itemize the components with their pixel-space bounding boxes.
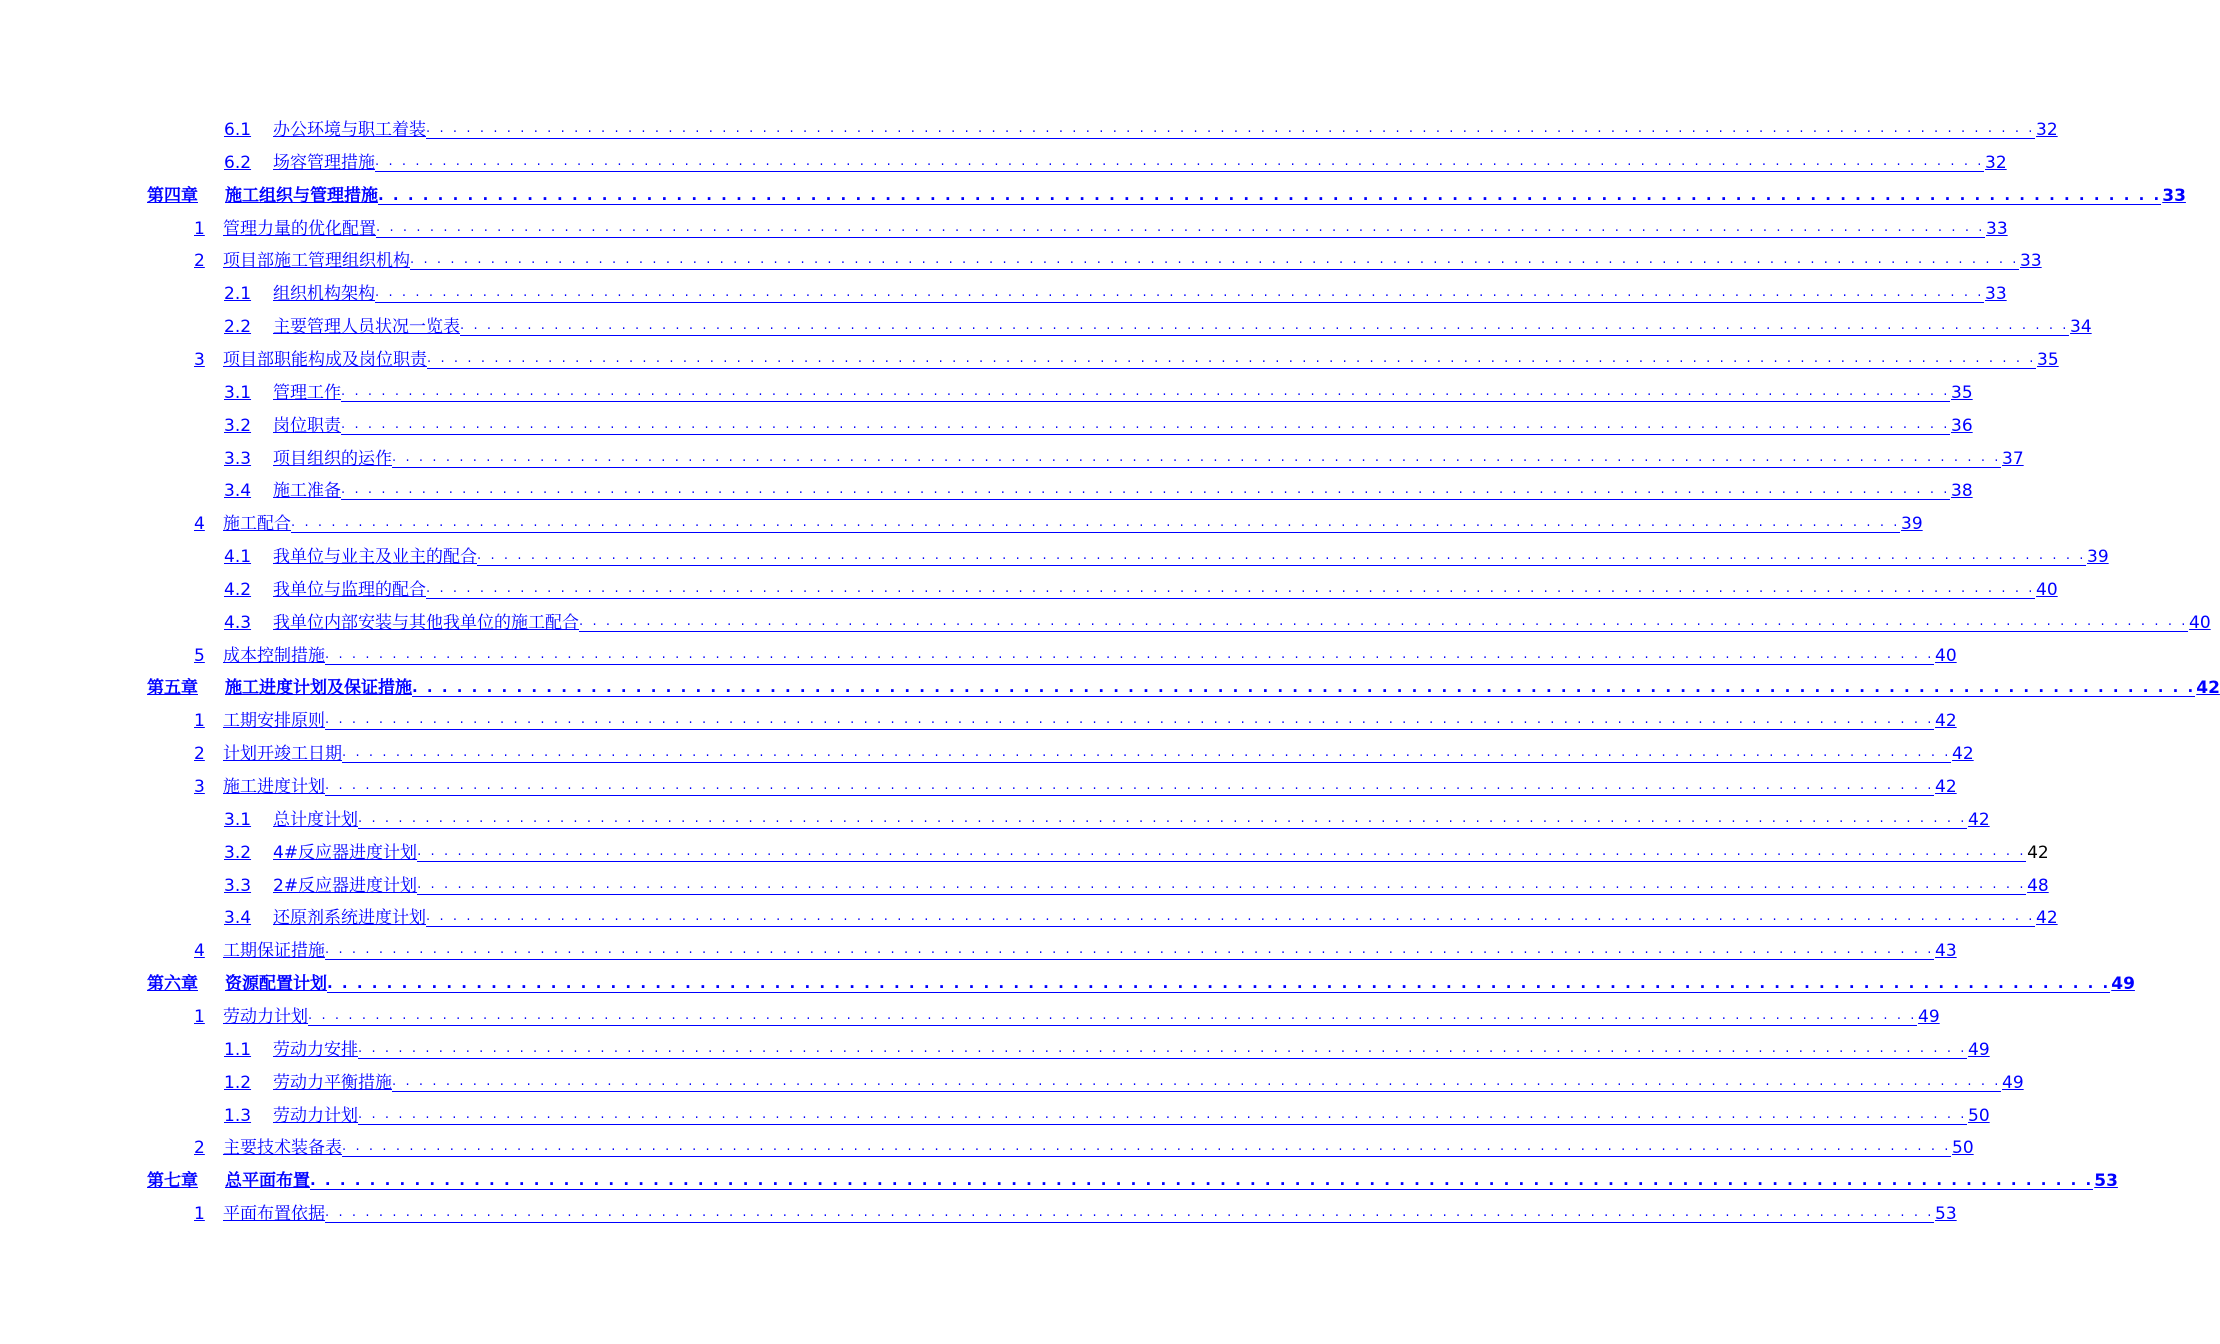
toc-entry-page-number: 42: [1952, 744, 1974, 765]
toc-entry-number: 2: [194, 251, 205, 272]
toc-entry[interactable]: [224, 275, 2007, 305]
toc-entry-title: 施工进度计划: [223, 777, 325, 797]
toc-entry[interactable]: [147, 965, 2135, 995]
toc-entry-page-number: 48: [2027, 875, 2049, 896]
toc-leader-dots: . . . . . . . . . . . . . . . . . . . . . . . . . . . . . . . . . . . . . . . . . . . . . . . . . . . . . . . . . . . . . . . . . . . . . . . . . . . . . . . . . . . . . . . . . . . . . . . . . . . . . . . . . . . . . . . . . . . . . . . .: [427, 348, 2036, 369]
toc-entry-page-number: 33: [2020, 251, 2042, 272]
toc-entry[interactable]: [224, 899, 2058, 929]
toc-entry-number: 2: [194, 744, 205, 765]
toc-entry-page-number: 53: [1935, 1204, 1957, 1225]
toc-entry-number: 1: [194, 1006, 205, 1027]
toc-entry-title: 办公环境与职工着装: [273, 120, 426, 140]
toc-entry-number: 1: [194, 1204, 205, 1225]
toc-entry[interactable]: [194, 242, 2042, 272]
toc-entry[interactable]: [224, 472, 1973, 502]
toc-entry-page-number: 37: [2002, 448, 2024, 469]
toc-entry-title: 施工配合: [223, 514, 291, 535]
toc-leader-dots: . . . . . . . . . . . . . . . . . . . . . . . . . . . . . . . . . . . . . . . . . . . . . . . . . . . . . . . . . . . . . . . . . . . . . . . . . . . . . . . . . . . . . . . . . . . . . . . . . . . . . . . . . . . . . . . . . . . . . . . .: [426, 906, 2035, 927]
toc-leader-dots: . . . . . . . . . . . . . . . . . . . . . . . . . . . . . . . . . . . . . . . . . . . . . . . . . . . . . . . . . . . . . . . . . . . . . . . . . . . . . . . . . . . . . . . . . . . . . . . . . . . . . . . . . . . . . . . . . . . . . . . .: [375, 151, 1984, 172]
toc-entry-number: 1.3: [224, 1105, 252, 1126]
toc-entry-number: 4.1: [224, 547, 252, 568]
toc-entry[interactable]: [224, 867, 2049, 897]
toc-entry-title: 计划开竣工日期: [223, 744, 342, 765]
toc-entry-page-number: 32: [1985, 152, 2007, 173]
toc-entry[interactable]: [224, 604, 2211, 634]
toc-entry-number: 3.1: [224, 382, 252, 403]
toc-entry[interactable]: [224, 801, 1990, 831]
toc-entry[interactable]: [194, 341, 2059, 371]
toc-entry-title: 工期保证措施: [223, 941, 325, 962]
toc-entry-number: 3.2: [224, 415, 252, 436]
toc-entry-number: 3.4: [224, 481, 252, 502]
toc-entry-number: 2.2: [224, 317, 252, 338]
toc-entry[interactable]: [147, 177, 2186, 207]
toc-entry-number: 1: [194, 218, 205, 239]
toc-leader-dots: . . . . . . . . . . . . . . . . . . . . . . . . . . . . . . . . . . . . . . . . . . . . . . . . . . . . . . . . . . . . . . . . . . . . . . . . . . . . . . . . . . . . . . . . . . . . . . . . . . . . . . . . . . . . . . . . . . . . . . . .: [358, 1038, 1967, 1059]
toc-entry-page-number: 53: [2094, 1171, 2118, 1192]
toc-entry-page-number: 39: [2087, 547, 2109, 568]
toc-entry-page-number: 42: [2036, 908, 2058, 929]
toc-entry-title: 工期安排原则: [223, 711, 325, 732]
toc-entry-page-number: 42: [1968, 809, 1990, 830]
toc-entry-page-number: 33: [2162, 185, 2186, 206]
toc-leader-dots: . . . . . . . . . . . . . . . . . . . . . . . . . . . . . . . . . . . . . . . . . . . . . . . . . . . . . . . . . . . . . . . . . . . . . . . . . . . . . . . . . . . . . . . . . . . . . . . . . . . . . . . . . . . . . . . . . . . . . . . .: [341, 381, 1950, 402]
toc-leader-dots: . . . . . . . . . . . . . . . . . . . . . . . . . . . . . . . . . . . . . . . . . . . . . . . . . . . . . . . . . . . . . . . . . . . . . . . . . . . . . . . . . . . . . . . . . . . . . . . . . . . . . . . . . . . . . . . . . . . . . . . .: [579, 611, 2188, 632]
toc-entry-page-number: 40: [2189, 612, 2211, 633]
toc-leader-dots: . . . . . . . . . . . . . . . . . . . . . . . . . . . . . . . . . . . . . . . . . . . . . . . . . . . . . . . . . . . . . . . . . . . . . . . . . . . . . . . . . . . . . . . . . . . . . . . . . . . . . . . . . . . . . . . . . . . . . . . .: [341, 479, 1950, 500]
toc-entry-number: 4.2: [224, 579, 252, 600]
toc-entry[interactable]: [194, 505, 1923, 535]
toc-entry-number: 4: [194, 514, 205, 535]
toc-entry-number: 3.3: [224, 448, 252, 469]
toc-entry-title: 施工进度计划及保证措施: [225, 678, 412, 699]
toc-entry-page-number: 34: [2070, 317, 2092, 338]
toc-entry[interactable]: [224, 571, 2058, 601]
toc-entry[interactable]: [224, 308, 2092, 338]
toc-leader-dots: . . . . . . . . . . . . . . . . . . . . . . . . . . . . . . . . . . . . . . . . . . . . . . . . . . . . . . . . . . . . . . . . . . . . . . . . . . . . . . . . . . . . . . . . . . . . . . . . . . . . . . . . . . . . . . . . . . . . . . . .: [358, 1104, 1967, 1125]
toc-entry-title: 场容管理措施: [273, 152, 375, 173]
toc-entry-page-number: 49: [1968, 1039, 1990, 1060]
toc-entry-page-number: 32: [2036, 120, 2058, 140]
toc-entry-title: 总平面布置: [225, 1171, 310, 1192]
toc-entry-title: 我单位与业主及业主的配合: [273, 547, 477, 568]
toc-entry[interactable]: [224, 834, 2049, 864]
toc-entry-page-number: 50: [1952, 1138, 1974, 1159]
toc-entry-title: 组织机构架构: [273, 284, 375, 305]
toc-entry-title: 还原剂系统进度计划: [273, 908, 426, 929]
toc-entry-title: 项目部施工管理组织机构: [223, 251, 410, 272]
toc-entry-number: 第六章: [147, 974, 198, 995]
toc-entry-number: 6.2: [224, 152, 252, 173]
toc-entry-title: 成本控制措施: [223, 645, 325, 666]
toc-entry-page-number: 43: [1935, 941, 1957, 962]
toc-entry-page-number: 49: [1918, 1006, 1940, 1027]
toc-entry-number: 3.3: [224, 875, 252, 896]
toc-leader-dots: . . . . . . . . . . . . . . . . . . . . . . . . . . . . . . . . . . . . . . . . . . . . . . . . . . . . . . . . . . . . . . . . . . . . . . . . . . . . . . . . . . . . . . . . . . . . . . . . . . . . . . . . . . . . . . . . . . . . . . . .: [327, 974, 2111, 993]
toc-leader-dots: . . . . . . . . . . . . . . . . . . . . . . . . . . . . . . . . . . . . . . . . . . . . . . . . . . . . . . . . . . . . . . . . . . . . . . . . . . . . . . . . . . . . . . . . . . . . . . . . . . . . . . . . . . . . . . . . . . . . . . . .: [325, 709, 1934, 730]
toc-leader-dots: . . . . . . . . . . . . . . . . . . . . . . . . . . . . . . . . . . . . . . . . . . . . . . . . . . . . . . . . . . . . . . . . . . . . . . . . . . . . . . . . . . . . . . . . . . . . . . . . . . . . . . . . . . . . . . . . . . . . . . . .: [426, 578, 2035, 599]
toc-entry[interactable]: [224, 1064, 2024, 1094]
toc-entry-page-number: 50: [1968, 1105, 1990, 1126]
toc-entry-page-number: 42: [1935, 711, 1957, 732]
toc-entry-title: 总计度计划: [273, 809, 358, 830]
toc-entry-number: 1.1: [224, 1039, 252, 1060]
toc-leader-dots: . . . . . . . . . . . . . . . . . . . . . . . . . . . . . . . . . . . . . . . . . . . . . . . . . . . . . . . . . . . . . . . . . . . . . . . . . . . . . . . . . . . . . . . . . . . . . . . . . . . . . . . . . . . . . . . . . . . . . . . .: [291, 512, 1900, 533]
toc-leader-dots: . . . . . . . . . . . . . . . . . . . . . . . . . . . . . . . . . . . . . . . . . . . . . . . . . . . . . . . . . . . . . . . . . . . . . . . . . . . . . . . . . . . . . . . . . . . . . . . . . . . . . . . . . . . . . . . . . . . . . . . .: [412, 678, 2196, 697]
toc-entry-title: 主要技术装备表: [223, 1138, 342, 1159]
toc-leader-dots: . . . . . . . . . . . . . . . . . . . . . . . . . . . . . . . . . . . . . . . . . . . . . . . . . . . . . . . . . . . . . . . . . . . . . . . . . . . . . . . . . . . . . . . . . . . . . . . . . . . . . . . . . . . . . . . . . . . . . . . .: [460, 315, 2069, 336]
toc-entry-number: 第五章: [147, 678, 198, 699]
toc-leader-dots: . . . . . . . . . . . . . . . . . . . . . . . . . . . . . . . . . . . . . . . . . . . . . . . . . . . . . . . . . . . . . . . . . . . . . . . . . . . . . . . . . . . . . . . . . . . . . . . . . . . . . . . . . . . . . . . . . . . . . . . .: [417, 841, 2026, 862]
toc-entry-title: 项目组织的运作: [273, 448, 392, 469]
toc-entry-page-number: 42: [2196, 678, 2220, 699]
toc-leader-dots: . . . . . . . . . . . . . . . . . . . . . . . . . . . . . . . . . . . . . . . . . . . . . . . . . . . . . . . . . . . . . . . . . . . . . . . . . . . . . . . . . . . . . . . . . . . . . . . . . . . . . . . . . . . . . . . . . . . . . . . .: [342, 742, 1951, 763]
toc-entry[interactable]: [224, 144, 2007, 174]
toc-entry-number: 1: [194, 711, 205, 732]
toc-leader-dots: . . . . . . . . . . . . . . . . . . . . . . . . . . . . . . . . . . . . . . . . . . . . . . . . . . . . . . . . . . . . . . . . . . . . . . . . . . . . . . . . . . . . . . . . . . . . . . . . . . . . . . . . . . . . . . . . . . . . . . . .: [376, 217, 1985, 238]
toc-entry-number: 6.1: [224, 120, 252, 140]
toc-entry[interactable]: [224, 538, 2109, 568]
toc-entry-page-number: 36: [1951, 415, 1973, 436]
toc-entry-title: 项目部职能构成及岗位职责: [223, 349, 427, 370]
toc-entry[interactable]: [224, 374, 1973, 404]
toc-entry[interactable]: [194, 998, 1940, 1028]
toc-entry-page-number: 33: [1985, 284, 2007, 305]
toc-entry[interactable]: [194, 210, 2008, 240]
toc-entry-page-number: 49: [2111, 974, 2135, 995]
toc-entry[interactable]: [194, 768, 1957, 798]
toc-entry-title: 劳动力计划: [273, 1105, 358, 1126]
toc-entry[interactable]: [194, 932, 1957, 962]
toc-entry-number: 3.1: [224, 809, 252, 830]
toc-leader-dots: . . . . . . . . . . . . . . . . . . . . . . . . . . . . . . . . . . . . . . . . . . . . . . . . . . . . . . . . . . . . . . . . . . . . . . . . . . . . . . . . . . . . . . . . . . . . . . . . . . . . . . . . . . . . . . . . . . . . . . . .: [325, 939, 1934, 960]
toc-entry-number: 第四章: [147, 185, 198, 206]
toc-entry-number: 5: [194, 645, 205, 666]
toc-leader-dots: . . . . . . . . . . . . . . . . . . . . . . . . . . . . . . . . . . . . . . . . . . . . . . . . . . . . . . . . . . . . . . . . . . . . . . . . . . . . . . . . . . . . . . . . . . . . . . . . . . . . . . . . . . . . . . . . . . . . . . . .: [308, 1005, 1917, 1026]
toc-entry-title: 主要管理人员状况一览表: [273, 317, 460, 338]
toc-entry-number: 3: [194, 777, 205, 797]
toc-entry-title: 我单位与监理的配合: [273, 579, 426, 600]
toc-entry[interactable]: [194, 1129, 1974, 1159]
toc-entry-title: 岗位职责: [273, 415, 341, 436]
toc-leader-dots: . . . . . . . . . . . . . . . . . . . . . . . . . . . . . . . . . . . . . . . . . . . . . . . . . . . . . . . . . . . . . . . . . . . . . . . . . . . . . . . . . . . . . . . . . . . . . . . . . . . . . . . . . . . . . . . . . . . . . . . .: [325, 1202, 1934, 1223]
toc-entry[interactable]: [194, 702, 1957, 732]
toc-leader-dots: . . . . . . . . . . . . . . . . . . . . . . . . . . . . . . . . . . . . . . . . . . . . . . . . . . . . . . . . . . . . . . . . . . . . . . . . . . . . . . . . . . . . . . . . . . . . . . . . . . . . . . . . . . . . . . . . . . . . . . . .: [410, 249, 2019, 270]
toc-entry[interactable]: [147, 1162, 2118, 1192]
toc-entry-number: 3: [194, 349, 205, 370]
toc-entry-number: 4.3: [224, 612, 252, 633]
toc-entry-title: 劳动力计划: [223, 1006, 308, 1027]
toc-leader-dots: . . . . . . . . . . . . . . . . . . . . . . . . . . . . . . . . . . . . . . . . . . . . . . . . . . . . . . . . . . . . . . . . . . . . . . . . . . . . . . . . . . . . . . . . . . . . . . . . . . . . . . . . . . . . . . . . . . . . . . . .: [392, 1071, 2001, 1092]
toc-entry[interactable]: [224, 1097, 1990, 1127]
toc-leader-dots: . . . . . . . . . . . . . . . . . . . . . . . . . . . . . . . . . . . . . . . . . . . . . . . . . . . . . . . . . . . . . . . . . . . . . . . . . . . . . . . . . . . . . . . . . . . . . . . . . . . . . . . . . . . . . . . . . . . . . . . .: [342, 1136, 1951, 1157]
toc-entry-title: 管理力量的优化配置: [223, 218, 376, 239]
toc-leader-dots: . . . . . . . . . . . . . . . . . . . . . . . . . . . . . . . . . . . . . . . . . . . . . . . . . . . . . . . . . . . . . . . . . . . . . . . . . . . . . . . . . . . . . . . . . . . . . . . . . . . . . . . . . . . . . . . . . . . . . . . .: [310, 1171, 2094, 1190]
toc-leader-dots: . . . . . . . . . . . . . . . . . . . . . . . . . . . . . . . . . . . . . . . . . . . . . . . . . . . . . . . . . . . . . . . . . . . . . . . . . . . . . . . . . . . . . . . . . . . . . . . . . . . . . . . . . . . . . . . . . . . . . . . .: [341, 414, 1950, 435]
toc-entry-title: 劳动力平衡措施: [273, 1072, 392, 1093]
toc-entry-page-number: 40: [1935, 645, 1957, 666]
toc-entry-page-number: 35: [2037, 349, 2059, 370]
toc-entry-title: 平面布置依据: [223, 1204, 325, 1225]
toc-entry[interactable]: [224, 111, 2058, 141]
toc-entry-title: 施工准备: [273, 481, 341, 502]
toc-entry[interactable]: [224, 440, 2024, 470]
toc-leader-dots: . . . . . . . . . . . . . . . . . . . . . . . . . . . . . . . . . . . . . . . . . . . . . . . . . . . . . . . . . . . . . . . . . . . . . . . . . . . . . . . . . . . . . . . . . . . . . . . . . . . . . . . . . . . . . . . . . . . . . . . .: [325, 775, 1934, 796]
toc-entry-page-number: 38: [1951, 481, 1973, 502]
toc-leader-dots: . . . . . . . . . . . . . . . . . . . . . . . . . . . . . . . . . . . . . . . . . . . . . . . . . . . . . . . . . . . . . . . . . . . . . . . . . . . . . . . . . . . . . . . . . . . . . . . . . . . . . . . . . . . . . . . . . . . . . . . .: [325, 644, 1934, 665]
toc-leader-dots: . . . . . . . . . . . . . . . . . . . . . . . . . . . . . . . . . . . . . . . . . . . . . . . . . . . . . . . . . . . . . . . . . . . . . . . . . . . . . . . . . . . . . . . . . . . . . . . . . . . . . . . . . . . . . . . . . . . . . . . .: [426, 118, 2035, 139]
toc-entry-page-number: 40: [2036, 579, 2058, 600]
toc-entry-page-number: 35: [1951, 382, 1973, 403]
toc-entry-title: 劳动力安排: [273, 1039, 358, 1060]
toc-leader-dots: . . . . . . . . . . . . . . . . . . . . . . . . . . . . . . . . . . . . . . . . . . . . . . . . . . . . . . . . . . . . . . . . . . . . . . . . . . . . . . . . . . . . . . . . . . . . . . . . . . . . . . . . . . . . . . . . . . . . . . . .: [375, 282, 1984, 303]
toc-entry-number: 3.2: [224, 842, 252, 863]
toc-entry-page-number: 33: [1986, 218, 2008, 239]
toc-entry-title: 我单位内部安装与其他我单位的施工配合: [273, 612, 579, 633]
toc-entry-number: 2.1: [224, 284, 252, 305]
toc-entry[interactable]: [147, 669, 2220, 699]
toc-leader-dots: . . . . . . . . . . . . . . . . . . . . . . . . . . . . . . . . . . . . . . . . . . . . . . . . . . . . . . . . . . . . . . . . . . . . . . . . . . . . . . . . . . . . . . . . . . . . . . . . . . . . . . . . . . . . . . . . . . . . . . . .: [378, 185, 2162, 204]
toc-leader-dots: . . . . . . . . . . . . . . . . . . . . . . . . . . . . . . . . . . . . . . . . . . . . . . . . . . . . . . . . . . . . . . . . . . . . . . . . . . . . . . . . . . . . . . . . . . . . . . . . . . . . . . . . . . . . . . . . . . . . . . . .: [392, 447, 2001, 468]
toc-entry-title: 管理工作: [273, 382, 341, 403]
toc-entry-number: 4: [194, 941, 205, 962]
toc-entry[interactable]: [224, 1031, 1990, 1061]
toc-entry[interactable]: [224, 407, 1973, 437]
toc-entry-number: 3.4: [224, 908, 252, 929]
toc-leader-dots: . . . . . . . . . . . . . . . . . . . . . . . . . . . . . . . . . . . . . . . . . . . . . . . . . . . . . . . . . . . . . . . . . . . . . . . . . . . . . . . . . . . . . . . . . . . . . . . . . . . . . . . . . . . . . . . . . . . . . . . .: [417, 874, 2026, 895]
toc-entry-number: 1.2: [224, 1072, 252, 1093]
toc-entry-title: 4#反应器进度计划: [273, 842, 418, 863]
toc-entry-title: 2#反应器进度计划: [273, 875, 418, 896]
toc-entry-title: 施工组织与管理措施: [225, 185, 378, 206]
toc-entry[interactable]: [194, 1195, 1957, 1225]
toc-entry-page-number: 42: [1935, 777, 1957, 797]
toc-entry-page-number: 39: [1901, 514, 1923, 535]
toc-entry-page-number: 49: [2002, 1072, 2024, 1093]
toc-leader-dots: . . . . . . . . . . . . . . . . . . . . . . . . . . . . . . . . . . . . . . . . . . . . . . . . . . . . . . . . . . . . . . . . . . . . . . . . . . . . . . . . . . . . . . . . . . . . . . . . . . . . . . . . . . . . . . . . . . . . . . . .: [358, 808, 1967, 829]
toc-entry-number: 第七章: [147, 1171, 198, 1192]
toc-entry[interactable]: [194, 735, 1974, 765]
toc-entry[interactable]: [194, 637, 1957, 667]
toc-entry-title: 资源配置计划: [225, 974, 327, 995]
toc-leader-dots: . . . . . . . . . . . . . . . . . . . . . . . . . . . . . . . . . . . . . . . . . . . . . . . . . . . . . . . . . . . . . . . . . . . . . . . . . . . . . . . . . . . . . . . . . . . . . . . . . . . . . . . . . . . . . . . . . . . . . . . .: [477, 545, 2086, 566]
toc-entry-number: 2: [194, 1138, 205, 1159]
toc-entry-page-number: 42: [2027, 842, 2049, 863]
